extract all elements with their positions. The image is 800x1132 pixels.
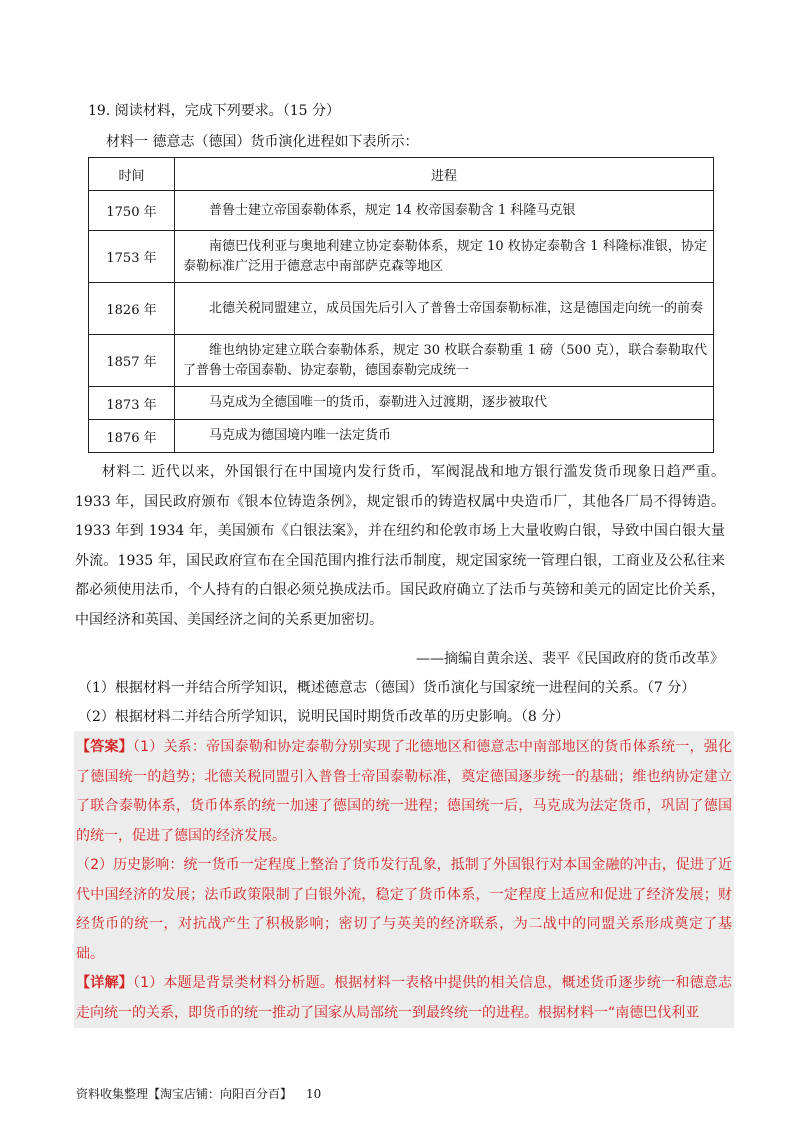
row-event: 马克成为全德国唯一的货币，泰勒进入过渡期，逐步被取代 bbox=[175, 387, 714, 420]
question-title: 19. 阅读材料，完成下列要求。（15 分） bbox=[88, 103, 340, 119]
material2-source: ——摘编自黄余送、裴平《民国政府的货币改革》 bbox=[416, 651, 724, 667]
row-event: 马克成为德国境内唯一法定货币 bbox=[175, 420, 714, 453]
detail-tag: 【详解】 bbox=[76, 975, 133, 991]
answer-block bbox=[74, 731, 734, 1028]
table-row bbox=[89, 231, 714, 283]
requirement-1: （1）根据材料一并结合所学知识，概述德意志（德国）货币演化与国家统一进程间的关系。（7 分） bbox=[78, 680, 696, 696]
answer-tag: 【答案】 bbox=[76, 739, 133, 755]
row-year: 1750 年 bbox=[89, 191, 175, 231]
material2-body: 材料二 近代以来，外国银行在中国境内发行货币，军阀混战和地方银行滥发货币现象日趋严重。1933 年，国民政府颁布《银本位铸造条例》，规定银币的铸造权属中央造币厂，其他各厂局不得铸造。1933 年到 1934 年，美国颁布《白银法案》，并在纽约和伦敦市场上大量收购白银，导致中国白银大量外流。1935 年，国民政府宣布在全国范围内推行法币制度，规定国家统一管理白银，工商业及公私往来都必须使用法币，个人持有的白银必须兑换成法币。国民政府确立了法币与英镑和美元的固定比价关系，中国经济和英国、美国经济之间的关系更加密切。 bbox=[75, 464, 725, 628]
material2-text bbox=[75, 458, 725, 635]
material1-intro: 材料一 德意志（德国）货币演化进程如下表所示： bbox=[106, 134, 419, 150]
row-event: 南德巴伐利亚与奥地利建立协定泰勒体系，规定 10 枚协定泰勒含 1 科隆标准银，协定泰勒标准广泛用于德意志中南部萨克森等地区 bbox=[175, 231, 714, 283]
footer-text: 资料收集整理【淘宝店铺：向阳百分百】 bbox=[76, 1087, 293, 1101]
row-event: 普鲁士建立帝国泰勒体系，规定 14 枚帝国泰勒含 1 科隆马克银 bbox=[175, 191, 714, 231]
answer-text-1: （1）关系：帝国泰勒和协定泰勒分别实现了北德地区和德意志中南部地区的货币体系统一，强化了德国统一的趋势；北德关税同盟引入普鲁士帝国泰勒标准，奠定德国逐步统一的基础；维也纳协定建立了联合泰勒体系，货币体系的统一加速了德国的统一进程；德国统一后，马克成为法定货币，巩固了德国的统一，促进了德国的经济发展。 bbox=[76, 739, 733, 844]
page-number: 10 bbox=[306, 1087, 322, 1101]
table-row bbox=[89, 335, 714, 387]
currency-timeline-table bbox=[88, 157, 714, 453]
table-row bbox=[89, 387, 714, 420]
row-year: 1873 年 bbox=[89, 387, 175, 420]
requirement-2: （2）根据材料二并结合所学知识，说明民国时期货币改革的历史影响。（8 分） bbox=[78, 709, 570, 725]
table-row bbox=[89, 191, 714, 231]
row-year: 1857 年 bbox=[89, 335, 175, 387]
answer-text-2: （2）历史影响：统一货币一定程度上整治了货币发行乱象，抵制了外国银行对本国金融的冲击，促进了近代中国经济的发展；法币政策限制了白银外流，稳定了货币体系，一定程度上适应和促进了经济发展；财经货币的统一，对抗战产生了积极影响；密切了与英美的经济联系，为二战中的同盟关系形成奠定了基础。 bbox=[76, 857, 732, 962]
row-year: 1753 年 bbox=[89, 231, 175, 283]
answer-part-2 bbox=[76, 851, 732, 969]
answer-part-1 bbox=[76, 733, 732, 851]
detail-text: （1）本题是背景类材料分析题。根据材料一表格中提供的相关信息，概述货币逐步统一和德意志走向统一的关系，即货币的统一推动了国家从局部统一到最终统一的进程。根据材料一“南德巴伐利亚 bbox=[76, 975, 733, 1021]
table-header-row bbox=[89, 158, 714, 191]
row-year: 1876 年 bbox=[89, 420, 175, 453]
page-footer bbox=[76, 1085, 321, 1102]
row-year: 1826 年 bbox=[89, 283, 175, 335]
detail-part bbox=[76, 969, 732, 1028]
header-time: 时间 bbox=[89, 158, 175, 191]
row-event: 维也纳协定建立联合泰勒体系，规定 30 枚联合泰勒重 1 磅（500 克），联合泰勒取代了普鲁士帝国泰勒、协定泰勒，德国泰勒完成统一 bbox=[175, 335, 714, 387]
row-event: 北德关税同盟建立，成员国先后引入了普鲁士帝国泰勒标准，这是德国走向统一的前奏 bbox=[175, 283, 714, 335]
header-process: 进程 bbox=[175, 158, 714, 191]
table-row bbox=[89, 283, 714, 335]
table-row bbox=[89, 420, 714, 453]
